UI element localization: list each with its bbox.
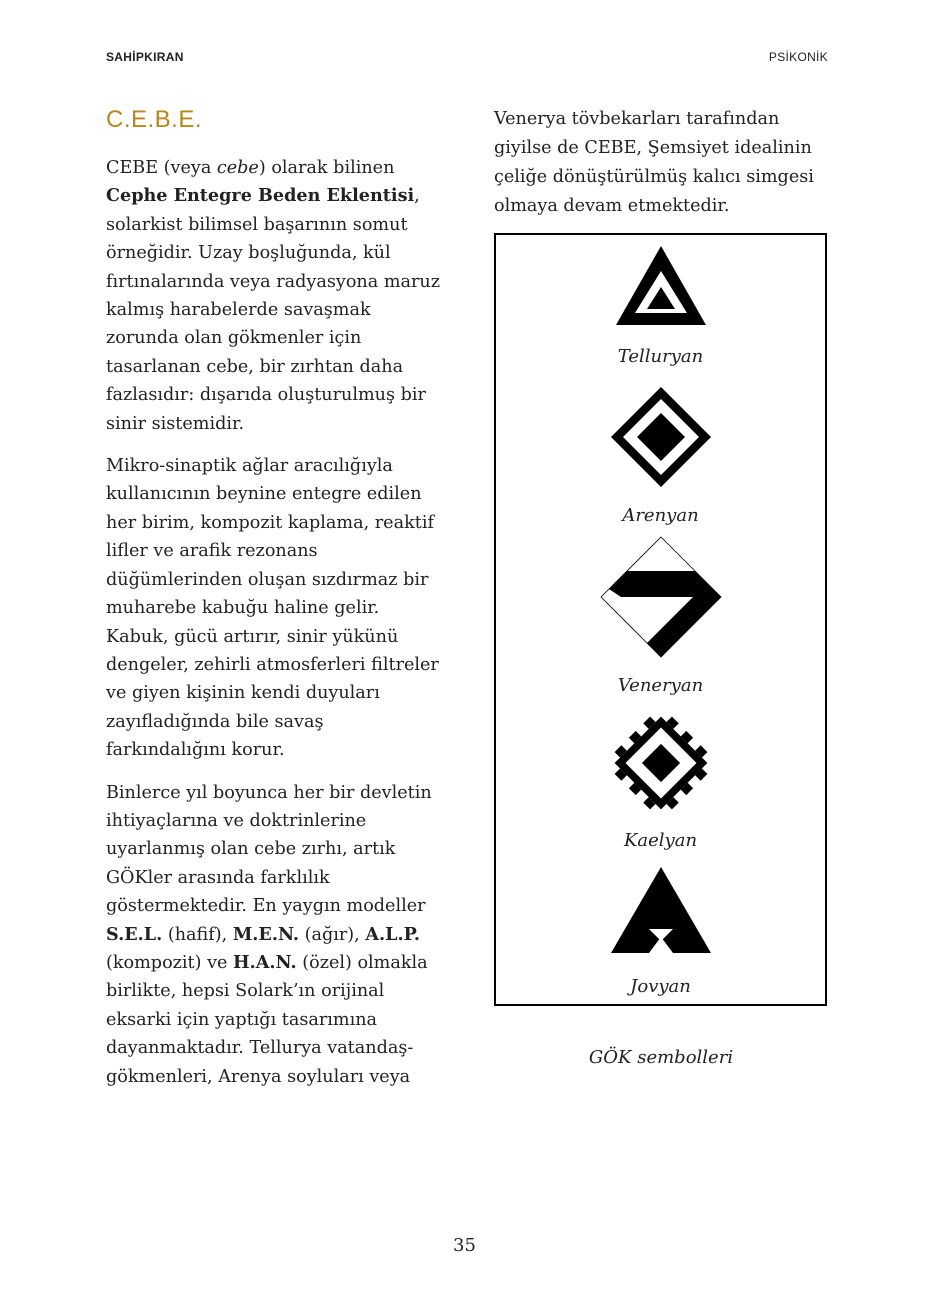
figure-caption: GÖK sembolleri [588, 1047, 734, 1068]
telluryan-icon [496, 243, 825, 327]
symbol-label-telluryan: Telluryan [617, 346, 704, 367]
symbol-label-jovyan: Jovyan [630, 976, 691, 997]
veneryan-icon [496, 535, 825, 659]
jovyan-icon [496, 865, 825, 955]
right-column-paragraph: Venerya tövbekarları tarafından giyilse de CEBE, Şemsiyet idealinin çeliğe dönüştürülmüş kalıcı simgesi olmaya devam etmektedir. [494, 109, 814, 216]
paragraph-3: Binlerce yıl boyunca her bir devletin ihtiyaçlarına ve doktrinlerine uyarlanmış olan cebe zırhı, artık GÖKler arasında farklılık göstermektedir. En yaygın modeller S.E.L. (hafif), M.E.N. (ağır), A.L.P. (kompozit) ve H.A.N. (özel) olmakla birlikte, hepsi Solark’ın orijinal eksarki için yaptığı tasarımına dayanmaktadır. Tellurya vatandaş-gökmenleri, Arenya soyluları veya [106, 782, 432, 1087]
symbol-figure [494, 233, 827, 1006]
left-column [106, 154, 446, 1105]
term-cebe: Cephe Entegre Beden Eklentisi [106, 185, 415, 207]
symbol-label-kaelyan: Kaelyan [623, 830, 698, 851]
paragraph-1: CEBE (veya cebe) olarak bilinen Cephe Entegre Beden Eklentisi, solarkist bilimsel başarının somut örneğidir. Uzay boşluğunda, kül fırtınalarında veya radyasyona maruz kalmış harabelerde savaşmak zorunda olan gökmenler için tasarlanan cebe, bir zırhtan daha fazlasıdır: dışarıda oluşturulmuş bir sinir sistemidir. [106, 158, 441, 434]
page-number: 35 [453, 1235, 476, 1256]
term-sel: S.E.L. [106, 923, 163, 945]
term-han: H.A.N. [233, 951, 297, 973]
arenyan-icon [496, 385, 825, 489]
running-header-right: PSİKONİK [768, 50, 828, 64]
running-header-left: SAHİPKIRAN [106, 50, 184, 64]
kaelyan-icon [496, 707, 825, 819]
term-men: M.E.N. [232, 923, 300, 945]
section-title: C.E.B.E. [106, 106, 203, 133]
term-alp: A.L.P. [365, 923, 421, 945]
paragraph-2: Mikro-sinaptik ağlar aracılığıyla kullanıcının beynine entegre edilen her birim, kompozit kaplama, reaktif lifler ve arafik rezonans düğümlerinden oluşan sızdırmaz bir muharebe kabuğu haline gelir. Kabuk, gücü artırır, sinir yükünü dengeler, zehirli atmosferleri filtreler ve giyen kişinin kendi duyuları zayıfladığında bile savaş farkındalığını korur. [106, 456, 439, 761]
symbol-label-veneryan: Veneryan [617, 675, 704, 696]
symbol-label-arenyan: Arenyan [622, 505, 699, 526]
